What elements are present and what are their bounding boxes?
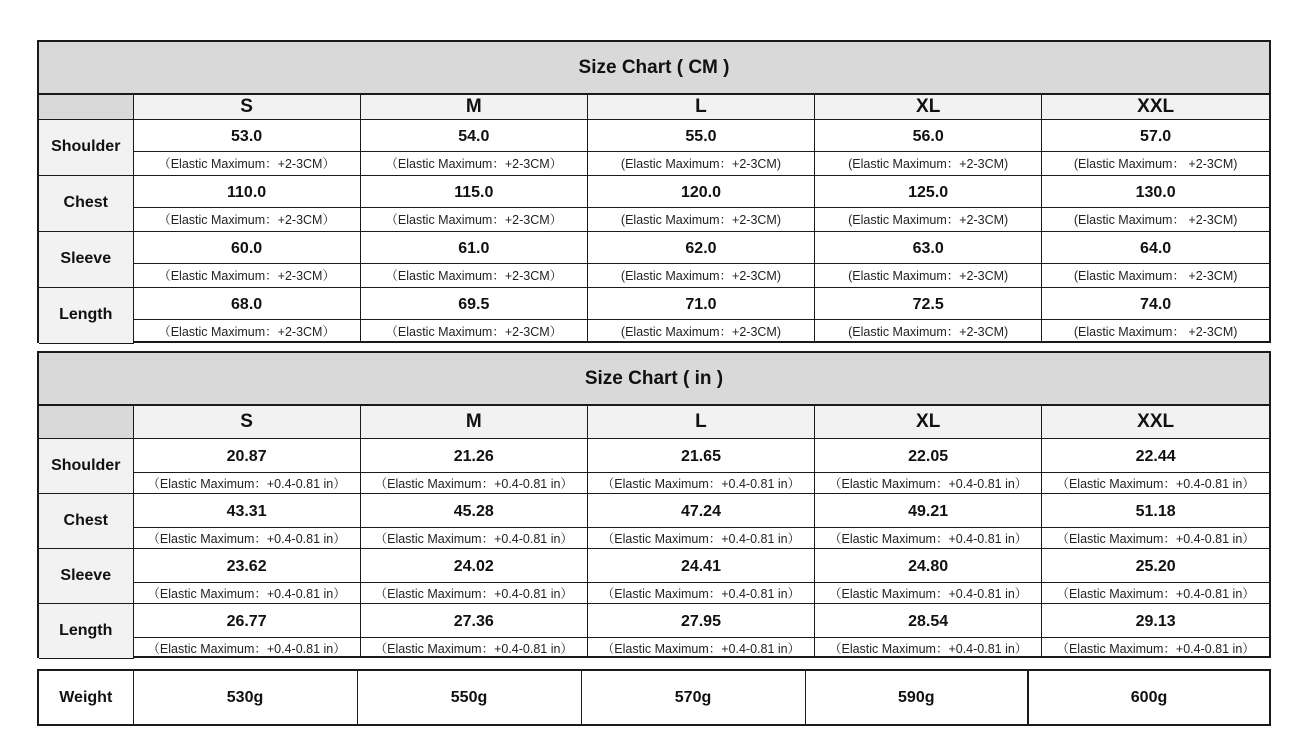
size-header-xxl: XXL xyxy=(1042,405,1269,438)
value-cell: 74.0 xyxy=(1042,287,1269,319)
weight-value-xxl: 600g xyxy=(1028,671,1269,724)
value-cell: 28.54 xyxy=(815,603,1042,637)
table-row xyxy=(39,207,1269,231)
elastic-note: (Elastic Maximum：+2-3CM) xyxy=(815,263,1042,287)
row-label-length: Length xyxy=(39,603,133,658)
size-chart-cm-table xyxy=(39,42,1269,344)
value-cell: 120.0 xyxy=(587,175,814,207)
weight-table-grid xyxy=(39,671,1269,724)
weight-value-m: 550g xyxy=(357,671,581,724)
value-cell: 22.05 xyxy=(815,438,1042,472)
row-label-sleeve: Sleeve xyxy=(39,548,133,603)
elastic-note: （Elastic Maximum：+0.4-0.81 in） xyxy=(133,527,360,548)
table-row xyxy=(39,151,1269,175)
table-row xyxy=(39,603,1269,637)
value-cell: 43.31 xyxy=(133,493,360,527)
value-cell: 68.0 xyxy=(133,287,360,319)
value-cell: 24.80 xyxy=(815,548,1042,582)
table-row xyxy=(39,287,1269,319)
value-cell: 64.0 xyxy=(1042,231,1269,263)
value-cell: 47.24 xyxy=(587,493,814,527)
elastic-note: (Elastic Maximum：+2-3CM) xyxy=(815,207,1042,231)
value-cell: 110.0 xyxy=(133,175,360,207)
elastic-note: (Elastic Maximum： +2-3CM) xyxy=(1042,151,1269,175)
size-header-s: S xyxy=(133,94,360,119)
value-cell: 29.13 xyxy=(1042,603,1269,637)
value-cell: 61.0 xyxy=(360,231,587,263)
row-label-shoulder: Shoulder xyxy=(39,438,133,493)
table-row xyxy=(39,231,1269,263)
table-row xyxy=(39,438,1269,472)
elastic-note: (Elastic Maximum：+2-3CM) xyxy=(587,319,814,343)
table-row xyxy=(39,263,1269,287)
value-cell: 49.21 xyxy=(815,493,1042,527)
weight-value-l: 570g xyxy=(581,671,805,724)
size-header-l: L xyxy=(587,94,814,119)
size-header-s: S xyxy=(133,405,360,438)
elastic-note: （Elastic Maximum：+0.4-0.81 in） xyxy=(1042,527,1269,548)
elastic-note: （Elastic Maximum：+2-3CM） xyxy=(133,207,360,231)
elastic-note: （Elastic Maximum：+0.4-0.81 in） xyxy=(133,637,360,658)
value-cell: 130.0 xyxy=(1042,175,1269,207)
value-cell: 24.41 xyxy=(587,548,814,582)
elastic-note: （Elastic Maximum：+2-3CM） xyxy=(133,263,360,287)
row-label-chest: Chest xyxy=(39,493,133,548)
elastic-note: （Elastic Maximum：+0.4-0.81 in） xyxy=(133,472,360,493)
value-cell: 115.0 xyxy=(360,175,587,207)
weight-table xyxy=(37,669,1271,726)
value-cell: 72.5 xyxy=(815,287,1042,319)
table-row xyxy=(39,319,1269,343)
value-cell: 55.0 xyxy=(587,119,814,151)
elastic-note: （Elastic Maximum：+0.4-0.81 in） xyxy=(587,472,814,493)
value-cell: 54.0 xyxy=(360,119,587,151)
elastic-note: （Elastic Maximum：+0.4-0.81 in） xyxy=(587,582,814,603)
elastic-note: (Elastic Maximum： +2-3CM) xyxy=(1042,207,1269,231)
table-row xyxy=(39,493,1269,527)
size-chart-cm-title: Size Chart ( CM ) xyxy=(39,42,1269,94)
elastic-note: （Elastic Maximum：+2-3CM） xyxy=(133,151,360,175)
size-chart-in xyxy=(37,351,1271,658)
value-cell: 20.87 xyxy=(133,438,360,472)
value-cell: 27.95 xyxy=(587,603,814,637)
value-cell: 63.0 xyxy=(815,231,1042,263)
value-cell: 51.18 xyxy=(1042,493,1269,527)
size-header-m: M xyxy=(360,94,587,119)
elastic-note: （Elastic Maximum：+0.4-0.81 in） xyxy=(587,637,814,658)
size-header-xl: XL xyxy=(815,94,1042,119)
elastic-note: (Elastic Maximum：+2-3CM) xyxy=(587,207,814,231)
size-header-l: L xyxy=(587,405,814,438)
weight-value-xl: 590g xyxy=(805,671,1028,724)
header-corner xyxy=(39,405,133,438)
value-cell: 22.44 xyxy=(1042,438,1269,472)
size-header-m: M xyxy=(360,405,587,438)
value-cell: 56.0 xyxy=(815,119,1042,151)
elastic-note: （Elastic Maximum：+0.4-0.81 in） xyxy=(133,582,360,603)
elastic-note: （Elastic Maximum：+0.4-0.81 in） xyxy=(360,582,587,603)
value-cell: 25.20 xyxy=(1042,548,1269,582)
value-cell: 27.36 xyxy=(360,603,587,637)
value-cell: 26.77 xyxy=(133,603,360,637)
elastic-note: (Elastic Maximum： +2-3CM) xyxy=(1042,319,1269,343)
row-label-weight: Weight xyxy=(39,671,133,724)
elastic-note: (Elastic Maximum：+2-3CM) xyxy=(815,319,1042,343)
table-row xyxy=(39,582,1269,603)
elastic-note: （Elastic Maximum：+2-3CM） xyxy=(360,207,587,231)
value-cell: 24.02 xyxy=(360,548,587,582)
row-label-shoulder: Shoulder xyxy=(39,119,133,175)
table-row xyxy=(39,527,1269,548)
elastic-note: （Elastic Maximum：+0.4-0.81 in） xyxy=(815,582,1042,603)
size-header-xxl: XXL xyxy=(1042,94,1269,119)
elastic-note: (Elastic Maximum：+2-3CM) xyxy=(587,263,814,287)
size-chart-in-title: Size Chart ( in ) xyxy=(39,353,1269,405)
elastic-note: （Elastic Maximum：+0.4-0.81 in） xyxy=(1042,582,1269,603)
value-cell: 21.65 xyxy=(587,438,814,472)
size-chart-cm xyxy=(37,40,1271,343)
value-cell: 21.26 xyxy=(360,438,587,472)
value-cell: 53.0 xyxy=(133,119,360,151)
size-chart-in-table xyxy=(39,353,1269,659)
elastic-note: (Elastic Maximum： +2-3CM) xyxy=(1042,263,1269,287)
table-row xyxy=(39,119,1269,151)
header-corner xyxy=(39,94,133,119)
elastic-note: （Elastic Maximum：+2-3CM） xyxy=(360,263,587,287)
elastic-note: （Elastic Maximum：+0.4-0.81 in） xyxy=(360,472,587,493)
value-cell: 60.0 xyxy=(133,231,360,263)
table-row xyxy=(39,175,1269,207)
elastic-note: （Elastic Maximum：+0.4-0.81 in） xyxy=(1042,637,1269,658)
elastic-note: （Elastic Maximum：+0.4-0.81 in） xyxy=(815,637,1042,658)
elastic-note: （Elastic Maximum：+2-3CM） xyxy=(360,319,587,343)
row-label-sleeve: Sleeve xyxy=(39,231,133,287)
elastic-note: （Elastic Maximum：+2-3CM） xyxy=(133,319,360,343)
elastic-note: （Elastic Maximum：+0.4-0.81 in） xyxy=(1042,472,1269,493)
table-row xyxy=(39,548,1269,582)
elastic-note: （Elastic Maximum：+0.4-0.81 in） xyxy=(360,637,587,658)
elastic-note: (Elastic Maximum：+2-3CM) xyxy=(815,151,1042,175)
row-label-length: Length xyxy=(39,287,133,343)
elastic-note: （Elastic Maximum：+0.4-0.81 in） xyxy=(360,527,587,548)
value-cell: 45.28 xyxy=(360,493,587,527)
value-cell: 125.0 xyxy=(815,175,1042,207)
weight-value-s: 530g xyxy=(133,671,357,724)
value-cell: 57.0 xyxy=(1042,119,1269,151)
elastic-note: （Elastic Maximum：+0.4-0.81 in） xyxy=(815,472,1042,493)
value-cell: 69.5 xyxy=(360,287,587,319)
table-row xyxy=(39,637,1269,658)
table-row xyxy=(39,472,1269,493)
elastic-note: (Elastic Maximum：+2-3CM) xyxy=(587,151,814,175)
elastic-note: （Elastic Maximum：+2-3CM） xyxy=(360,151,587,175)
elastic-note: （Elastic Maximum：+0.4-0.81 in） xyxy=(587,527,814,548)
value-cell: 23.62 xyxy=(133,548,360,582)
elastic-note: （Elastic Maximum：+0.4-0.81 in） xyxy=(815,527,1042,548)
row-label-chest: Chest xyxy=(39,175,133,231)
value-cell: 62.0 xyxy=(587,231,814,263)
value-cell: 71.0 xyxy=(587,287,814,319)
size-header-xl: XL xyxy=(815,405,1042,438)
